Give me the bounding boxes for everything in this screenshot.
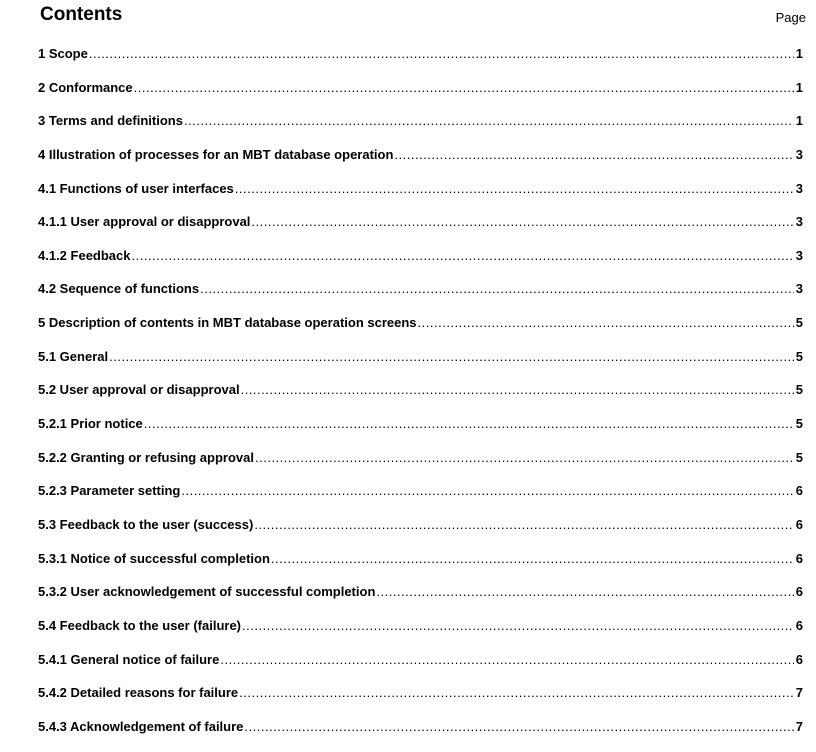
toc-entry-label: 5.2.3 Parameter setting	[38, 483, 181, 499]
toc-entry-label: 1 Scope	[38, 46, 88, 61]
toc-entry-granting-or-refusing-approval[interactable]	[38, 450, 803, 484]
toc-header	[40, 3, 806, 29]
toc-entry-general-notice-of-failure[interactable]	[38, 652, 803, 686]
toc-entry-label: 4.2 Sequence of functions	[38, 281, 200, 297]
dot-leader	[242, 618, 794, 634]
toc-entry-functions-of-user-interfaces[interactable]	[38, 181, 803, 215]
toc-entry-page: 5	[795, 449, 803, 465]
toc-entry-label: 5.1 General	[38, 348, 109, 364]
toc-entry-page: 6	[795, 584, 803, 600]
toc-entry-page: 7	[795, 718, 803, 734]
dot-leader	[220, 652, 793, 668]
toc-entry-user-acknowledgement[interactable]	[38, 584, 803, 618]
toc-entry-acknowledgement-of-failure[interactable]	[38, 719, 803, 752]
dot-leader	[239, 685, 794, 701]
toc-entry-label: 4.1.1 User approval or disapproval	[38, 214, 251, 230]
toc-entry-page: 3	[795, 146, 803, 162]
toc-entry-description-of-contents[interactable]	[38, 315, 803, 349]
toc-entry-label: 2 Conformance	[38, 79, 133, 95]
toc-entry-page: 1	[795, 46, 803, 61]
toc-entry-feedback-failure[interactable]	[38, 618, 803, 652]
dot-leader	[254, 517, 793, 533]
toc-entry-label: 5.3 Feedback to the user (success)	[38, 516, 254, 532]
dot-leader	[241, 382, 794, 398]
toc-entry-label: 5.4.1 General notice of failure	[38, 651, 220, 667]
dot-leader	[132, 248, 794, 264]
toc-entry-page: 6	[795, 617, 803, 633]
toc-entry-page: 3	[795, 247, 803, 263]
toc-entry-label: 5.2.2 Granting or refusing approval	[38, 449, 254, 465]
dot-leader	[394, 147, 793, 163]
toc-entry-page: 5	[795, 382, 803, 398]
toc-entry-page: 3	[795, 281, 803, 297]
dot-leader	[184, 113, 794, 129]
dot-leader	[134, 80, 794, 96]
dot-leader	[181, 483, 793, 499]
toc-entry-feedback-success[interactable]	[38, 517, 803, 551]
dot-leader	[418, 315, 794, 331]
toc-entry-conformance[interactable]	[38, 80, 803, 114]
toc-entry-page: 3	[795, 180, 803, 196]
toc-entry-label: 5.2 User approval or disapproval	[38, 382, 240, 398]
toc-entry-page: 3	[795, 214, 803, 230]
toc-entry-label: 3 Terms and definitions	[38, 113, 183, 129]
toc-entry-scope[interactable]	[38, 46, 803, 80]
toc-entry-user-approval-or-disapproval-5-2[interactable]	[38, 382, 803, 416]
toc-entry-detailed-reasons-for-failure[interactable]	[38, 685, 803, 719]
dot-leader	[251, 214, 793, 230]
toc-entry-general[interactable]	[38, 349, 803, 383]
dot-leader	[244, 719, 793, 735]
toc-entry-label: 4 Illustration of processes for an MBT database operation	[38, 146, 394, 162]
toc-entry-page: 6	[795, 516, 803, 532]
toc-entry-page: 7	[795, 685, 803, 701]
toc-list	[38, 46, 803, 752]
toc-entry-prior-notice[interactable]	[38, 416, 803, 450]
toc-entry-user-approval-or-disapproval[interactable]	[38, 214, 803, 248]
toc-entry-page: 6	[795, 550, 803, 566]
toc-entry-page: 5	[795, 348, 803, 364]
dot-leader	[376, 584, 793, 600]
toc-entry-feedback[interactable]	[38, 248, 803, 282]
toc-entry-page: 1	[795, 79, 803, 95]
toc-entry-label: 5.3.1 Notice of successful completion	[38, 550, 270, 566]
toc-entry-label: 5.3.2 User acknowledgement of successful completion	[38, 584, 376, 600]
toc-entry-label: 5.4 Feedback to the user (failure)	[38, 617, 242, 633]
dot-leader	[235, 181, 794, 197]
dot-leader	[109, 349, 794, 365]
dot-leader	[89, 46, 794, 62]
toc-entry-page: 6	[795, 651, 803, 667]
toc-entry-label: 5.2.1 Prior notice	[38, 416, 143, 432]
toc-entry-label: 5.4.3 Acknowledgement of failure	[38, 718, 244, 734]
toc-entry-parameter-setting[interactable]	[38, 483, 803, 517]
dot-leader	[200, 281, 794, 297]
toc-entry-notice-of-successful-completion[interactable]	[38, 551, 803, 585]
toc-entry-label: 5 Description of contents in MBT database operation screens	[38, 315, 417, 331]
page-title: Contents	[40, 4, 123, 25]
toc-entry-page: 1	[795, 113, 803, 129]
dot-leader	[255, 450, 794, 466]
toc-entry-page: 6	[795, 483, 803, 499]
toc-entry-page: 5	[795, 315, 803, 331]
toc-entry-page: 5	[795, 416, 803, 432]
toc-entry-sequence-of-functions[interactable]	[38, 281, 803, 315]
toc-entry-label: 5.4.2 Detailed reasons for failure	[38, 685, 239, 701]
toc-entry-illustration-of-processes[interactable]	[38, 147, 803, 181]
dot-leader	[144, 416, 794, 432]
dot-leader	[271, 551, 794, 567]
toc-entry-terms-and-definitions[interactable]	[38, 113, 803, 147]
page-column-label: Page	[775, 10, 806, 25]
toc-entry-label: 4.1.2 Feedback	[38, 247, 131, 263]
toc-entry-label: 4.1 Functions of user interfaces	[38, 180, 234, 196]
